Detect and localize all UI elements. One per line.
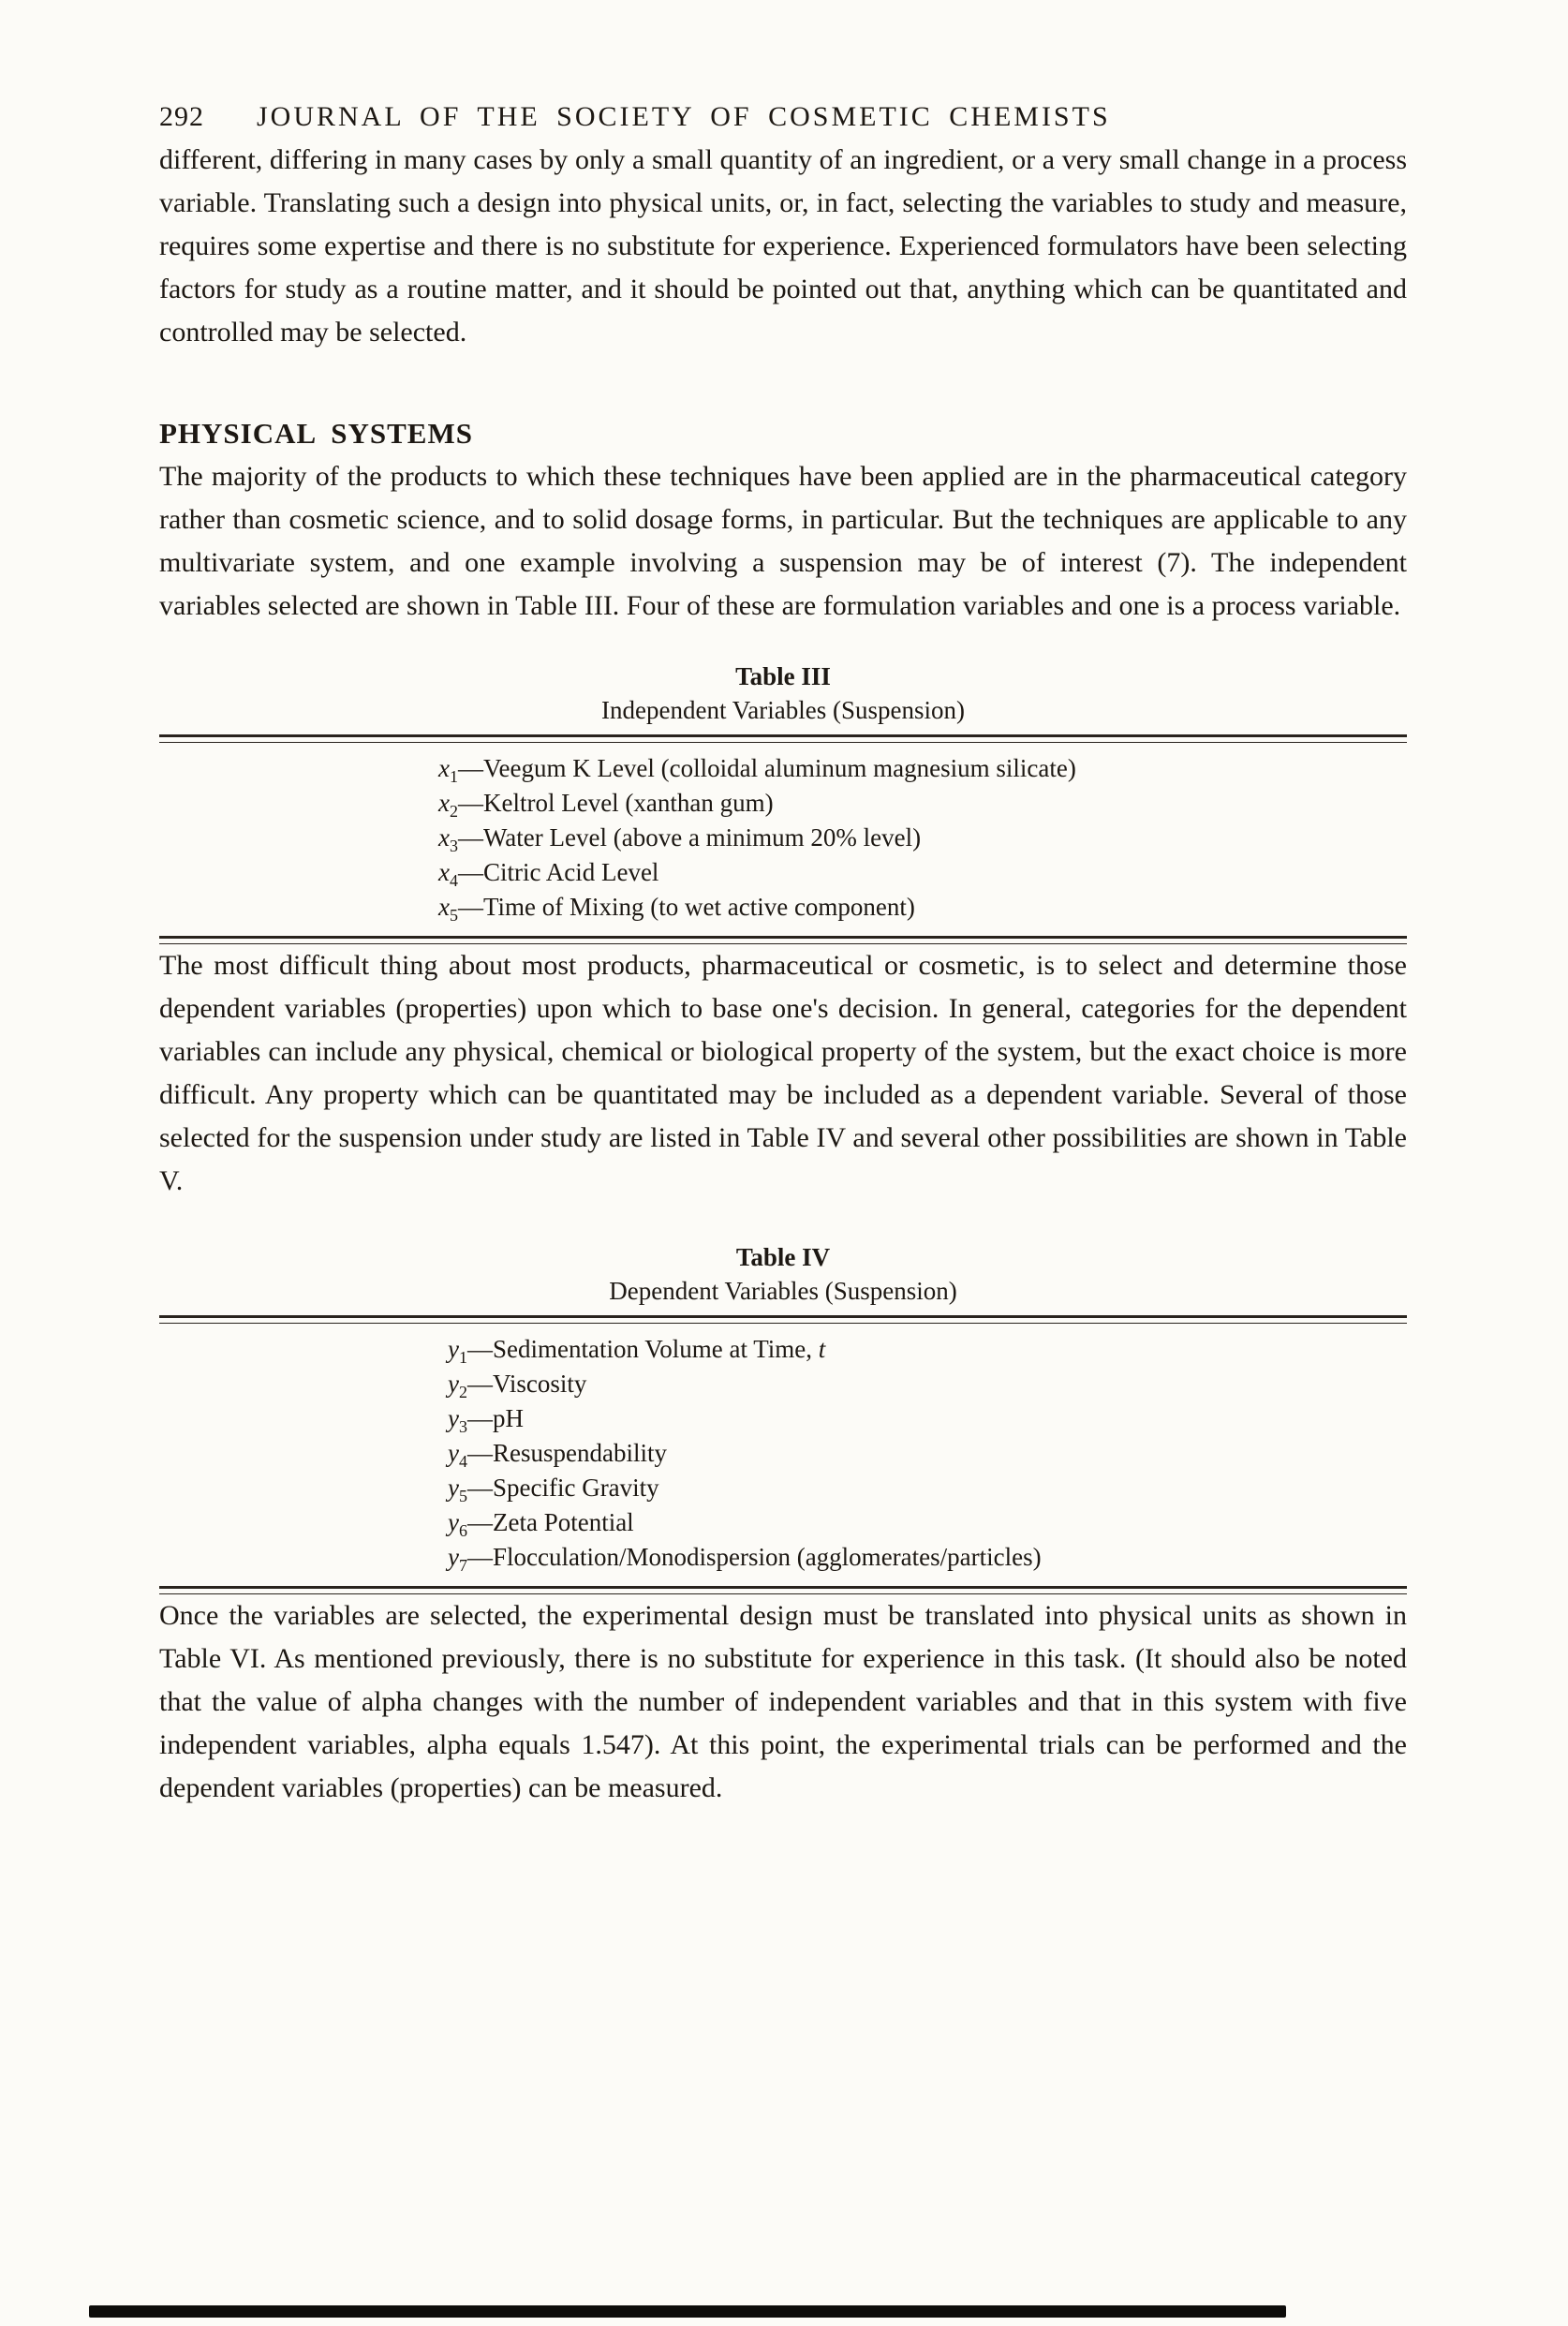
paragraph-physical-systems: The majority of the products to which these techniques have been applied are in the pharmaceutical category rather than cosmetic science, and to solid dosage forms, in particular. But the techniques are applicable to any multivariate system, and one example involving a suspension may be of interest (7). The independent variables selected are shown in Table III. Four of these are formulation variables and one is a process variable. bbox=[159, 461, 1407, 621]
table-row bbox=[448, 1540, 1407, 1575]
table-row bbox=[438, 890, 1407, 925]
table-row bbox=[438, 751, 1407, 786]
table-iii-bottom-rule bbox=[159, 936, 1407, 944]
table-iv-subtitle: Dependent Variables (Suspension) bbox=[609, 1277, 957, 1305]
table-iii-top-rule bbox=[159, 734, 1407, 743]
table-iv-title: Table IV bbox=[735, 1243, 831, 1271]
variable-description: —Veegum K Level (colloidal aluminum magnesium silicate) bbox=[457, 754, 1076, 782]
table-row bbox=[448, 1471, 1407, 1505]
variable-subscript: 1 bbox=[449, 767, 458, 786]
table-row bbox=[448, 1401, 1407, 1436]
table-row bbox=[438, 855, 1407, 890]
variable-description: —Resuspendability bbox=[466, 1439, 667, 1467]
variable-description-italic: t bbox=[818, 1335, 826, 1363]
variable-symbol: y bbox=[448, 1474, 459, 1502]
table-iii-rows bbox=[159, 743, 1407, 936]
section-heading-physical-systems: PHYSICAL SYSTEMS bbox=[159, 417, 473, 450]
table-row bbox=[448, 1505, 1407, 1540]
page-header bbox=[159, 96, 1407, 139]
variable-description: —Time of Mixing (to wet active component) bbox=[457, 893, 915, 921]
variable-symbol: x bbox=[438, 789, 450, 817]
table-iv-top-rule bbox=[159, 1315, 1407, 1324]
variable-description: —Keltrol Level (xanthan gum) bbox=[457, 789, 774, 817]
scan-artifact-bar bbox=[89, 2305, 1286, 2318]
variable-subscript: 2 bbox=[458, 1383, 467, 1401]
variable-symbol: x bbox=[438, 823, 450, 852]
table-iii-subtitle: Independent Variables (Suspension) bbox=[601, 696, 965, 724]
variable-subscript: 3 bbox=[449, 837, 458, 855]
journal-title: JOURNAL OF THE SOCIETY OF COSMETIC CHEMISTS bbox=[257, 101, 1111, 132]
variable-description: —Viscosity bbox=[466, 1370, 587, 1398]
variable-symbol: y bbox=[448, 1335, 459, 1363]
table-iii-title: Table III bbox=[735, 662, 831, 690]
table-row bbox=[448, 1436, 1407, 1471]
variable-description: —Flocculation/Monodispersion (agglomerates/particles) bbox=[466, 1543, 1042, 1571]
variable-description: —Citric Acid Level bbox=[457, 858, 659, 886]
variable-subscript: 2 bbox=[449, 802, 458, 821]
variable-description: —Specific Gravity bbox=[466, 1474, 659, 1502]
variable-subscript: 3 bbox=[458, 1417, 467, 1436]
variable-subscript: 1 bbox=[458, 1348, 467, 1367]
variable-subscript: 6 bbox=[458, 1521, 467, 1540]
variable-symbol: y bbox=[448, 1543, 459, 1571]
table-row bbox=[448, 1367, 1407, 1401]
variable-subscript: 5 bbox=[449, 906, 458, 925]
variable-symbol: y bbox=[448, 1370, 459, 1398]
table-row bbox=[438, 786, 1407, 821]
variable-subscript: 4 bbox=[458, 1452, 467, 1471]
table-iv-bottom-rule bbox=[159, 1586, 1407, 1594]
variable-description: —Zeta Potential bbox=[466, 1508, 634, 1536]
variable-description: —pH bbox=[466, 1404, 524, 1432]
variable-subscript: 5 bbox=[458, 1487, 467, 1505]
variable-description: —Water Level (above a minimum 20% level) bbox=[457, 823, 922, 852]
variable-subscript: 4 bbox=[449, 871, 458, 890]
variable-symbol: y bbox=[448, 1508, 459, 1536]
variable-symbol: x bbox=[438, 754, 450, 782]
paragraph-conclusion: Once the variables are selected, the experimental design must be translated into physical units as shown in Table VI. As mentioned previously, there is no substitute for experience in this task. (It should also be noted that the value of alpha changes with the number of independent variables and that in this system with five independent variables, alpha equals 1.547). At this point, the experimental trials can be performed and the dependent variables (properties) can be measured. bbox=[159, 1600, 1407, 1803]
table-iv bbox=[159, 1240, 1407, 1594]
variable-description: —Sedimentation Volume at Time, bbox=[466, 1335, 819, 1363]
paragraph-intro: different, differing in many cases by only a small quantity of an ingredient, or a very small change in a process variable. Translating such a design into physical units, or, in fact, selecting the variables to study and measure, requires some expertise and there is no substitute for experience. Experienced formulators have been selecting factors for study as a routine matter, and it should be pointed out that, anything which can be quantitated and controlled may be selected. bbox=[159, 144, 1407, 348]
table-iv-rows bbox=[159, 1324, 1407, 1586]
variable-symbol: x bbox=[438, 858, 450, 886]
table-row bbox=[438, 821, 1407, 855]
table-iii bbox=[159, 659, 1407, 944]
variable-symbol: x bbox=[438, 893, 450, 921]
variable-symbol: y bbox=[448, 1439, 459, 1467]
paragraph-dependent-variables: The most difficult thing about most products, pharmaceutical or cosmetic, is to select and determine those dependent variables (properties) upon which to base one's decision. In general, categories for the dependent variables can include any physical, chemical or biological property of the system, but the exact choice is more difficult. Any property which can be quantitated may be included as a dependent variable. Several of those selected for the suspension under study are listed in Table IV and several other possibilities are shown in Table V. bbox=[159, 950, 1407, 1196]
variable-subscript: 7 bbox=[458, 1556, 467, 1575]
page-number: 292 bbox=[159, 101, 204, 132]
variable-symbol: y bbox=[448, 1404, 459, 1432]
table-row bbox=[448, 1332, 1407, 1367]
